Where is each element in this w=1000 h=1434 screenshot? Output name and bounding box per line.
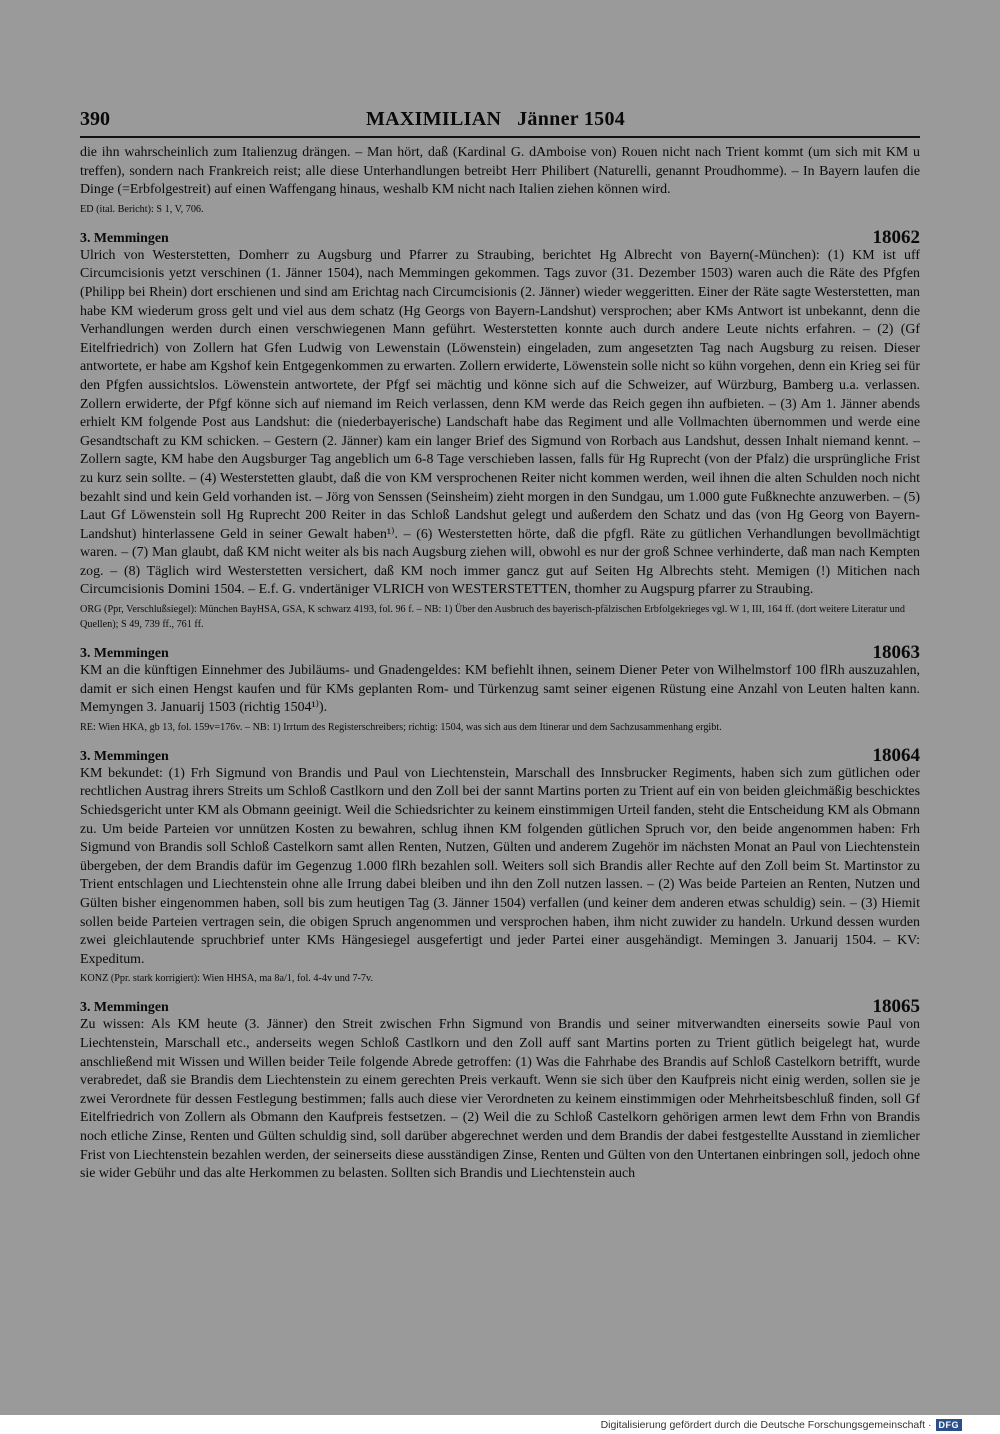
entry-number: 18062	[872, 226, 920, 248]
entry-number: 18065	[872, 996, 920, 1018]
entry-text: Ulrich von Westerstetten, Domherr zu Augsburg und Pfarrer zu Straubing, berichtet Hg Albrecht von Bayern(-München): (1) KM ist uff Circumcisionis yetzt verschinen (1. Jänner 1504), nach Memmingen gekommen. Tags zuvor (31. Dezember 1503) waren auch die Räte des Pfgfen (Philipp bei Rhein) dort erschienen und sind am Erichtag nach Circumcisionis (2. Jänner) wieder weggeritten. Einer der Räte sagte Westerstetten, man habe KM wiederum gross gelt und viel aus dem schatz (Hg Georgs von Bayern-Landshut) versprochen; aber KMs Antwort ist unbekannt, denn die Verhandlungen werden durch einen verschwiegenen Mann geführt. Westerstetten konnte auch durch andere Leute nichts erfahren. – (2) (Gf Eitelfriedrich) von Zollern hat Gfen Ludwig von Lewenstain (Löwenstein) eingeladen, zum angesetzten Tag nach Augsburg zu reisen. Dieser antwortete, er habe am Kgshof kein Entgegenkommen zu erwarten. Zollern erwiderte, Löwenstein solle nicht so kühn vorgehen, denn ein Krieg sei für den Pfgfen aussichtslos. Löwenstein antwortete, der Pfgf sei mächtig und könne sich auf die Schweizer, auf Würzburg, Bamberg u.a. verlassen. Zollern erwiderte, der Pfgf könne sich auf niemand im Reich verlassen, denn KM werde das Reich gegen ihn aufbieten. – (3) Am 1. Jänner abends erhielt KM folgende Post aus Landshut: die (niederbayerische) Landschaft habe das Regiment und alle Vollmachten übernommen und werde eine Gesandtschaft zu KM schicken. – Gestern (2. Jänner) kam ein langer Brief des Sigmund von Rorbach aus Landshut, dessen Inhalt niemand kennt. – Zollern sagte, KM habe den Augsburger Tag angeblich um 6-8 Tage verschieben lassen, falls für Hg Ruprecht (von der Pfalz) die ursprüngliche Frist zu kurz sein sollte. – (4) Westerstetten glaubt, daß die von KM versprochenen Reiter nicht kommen werden, weil ihnen die alten Schulden noch nicht bezahlt sind und kein Geld vorhanden ist. – Jörg von Senssen (Seinsheim) zieht morgen in den Sundgau, um 1.000 gute Fußknechte anzuwerben. – (5) Laut Gf Löwenstein soll Hg Ruprecht 200 Reiter in das Schloß Landshut gelegt und außerdem den Schatz und das (von Hg Georg von Bayern-Landshut) hinterlassene Geld in seiner Gewalt haben¹⁾. – (6) Westerstetten hörte, daß die pfgfl. Räte zu gütlichen Verhandlungen bevollmächtigt waren. – (7) Man glaubt, daß KM nicht weiter als bis nach Augsburg ziehen will, obwohl es nur der groß Schnee verhinderte, daß man nach Kempten zog. – (8) Täglich wird Westerstetten versichert, daß KM noch immer gancz gut auf Seiten Hg Albrechts steht. Memigen (!) Mitichen nach Circumcisionis Domini 1504. – E.f. G. vndertäniger VLRICH von WESTERSTETTEN, thomher zu Augspurg pfarrer zu Straubing.	[80, 247, 920, 598]
intro-paragraph: die ihn wahrscheinlich zum Italienzug drängen. – Man hört, daß (Kardinal G. dAmboise von) Rouen nicht nach Trient kommt (um sich mit KM u treffen), sondern nach Frankreich reist; alle diese Unterhandlungen betreibt Herr Philibert (Naturelli, genannt Proudhomme). – In Bayern laufen die Dinge (=Erbfolgestreit) auf einen Waffengang hinaus, weshalb KM nicht nach Italien ziehen können wird.	[80, 145, 920, 198]
dfg-logo: DFG	[936, 1419, 963, 1431]
entry-source: RE: Wien HKA, gb 13, fol. 159v=176v. – NB: 1) Irrtum des Registerschreibers; richtig: 1504, was sich aus dem Itinerar und dem Sachzusammenhang ergibt.	[80, 721, 722, 733]
entry-text: KM bekundet: (1) Frh Sigmund von Brandis und Paul von Liechtenstein, Marschall des Innsbrucker Regiments, haben sich zum gütlichen oder rechtlichen Austrag ihrers Streits um Schloß Castlkorn und den Zoll bei der sannt Martins porten zu Trient auf ein von beiden gleichmäßig beschicktes Schiedsgericht unter KM als Obmann geeinigt. Weil die Schiedsrichter zu keinem einstimmigen Urteil fanden, steht die Entscheidung KM als Obmann zu. Um beide Parteien vor unnützen Kosten zu bewahren, schlug ihnen KM folgenden gütlichen Spruch vor, den beide angenommen haben: Frh Sigmund von Brandis soll Schloß Castelkorn samt allen Renten, Nutzen, Gülten und anderem Zugehör im nächsten Monat an Paul von Liechtenstein übergeben, der dem Brandis dafür im Gegenzug 1.000 flRh bezahlen soll. Weiters soll sich Brandis aller Rechte auf den Zoll beim St. Martinstor zu Trient entschlagen und Liechtenstein ohne alle Irrung dabei bleiben und ihn den Zoll nutzen lassen. – (2) Was beide Parteien an Renten, Nutzen und Gülten bisher eingenommen haben, soll bis zum heutigen Tag (3. Jänner 1504) verfallen (und keiner dem anderen etwas schuldig) sein. – (3) Hiemit sollen beide Parteien vertragen sein, die obigen Spruch angenommen und versprochen haben, ihm nicht zuwider zu handeln. Urkund dessen wurden zwei gleichlautende spruchbrief unter KMs Hängesiegel ausgefertigt und jeder Partei einer ausgehändigt. Memingen 3. Januarij 1504. – KV: Expeditum.	[80, 765, 920, 967]
page-content	[80, 104, 920, 1184]
entry-source: KONZ (Ppr. stark korrigiert): Wien HHSA, ma 8a/1, fol. 4-4v und 7-7v.	[80, 973, 373, 985]
entry-text: Zu wissen: Als KM heute (3. Jänner) den Streit zwischen Frhn Sigmund von Brandis und seiner mitverwandten einerseits sowie Paul von Liechtenstein, Marschall etc., anderseits wegen Schloß Castlkorn und den Zoll auff sant Martins porten zu Trient gütlich beigelegt hat, wurde anschließend mit Wissen und Willen beider Teile folgende Abrede getroffen: (1) Was die Fahrhabe des Brandis auf Schloß Castelkorn betrifft, wurde verabredet, daß sie Brandis dem Liechtenstein zu einem gerechten Preis verkauft. Wenn sie sich über den Kaufpreis nicht einig werden, sollen sie je zwei Verordnete für dessen Festlegung bestimmen; falls auch diese vier Verordneten zu keinem einstimmigen oder Mehrheitsbeschluß finden, soll Gf Eitelfriedrich von Zollern als Obmann den Kaufpreis festsetzen. – (2) Weil die zu Schloß Castelkorn gehörigen armen lewt dem Frhn von Brandis noch etliche Zinse, Renten und Gülten schuldig sind, soll darüber abgerechnet werden und dem Brandis der dabei festgestellte Ausstand in ziemlicher Frist von Liechtenstein bezahlen werden, der seinerseits diese ausständigen Zinse, Renten und Gülten von den Untertanen einbringen soll, jedoch ohne sie wider Gebühr und das alte Herkommen zu belasten. Sollten sich Brandis und Liechtenstein auch	[80, 1017, 920, 1182]
entry-text: KM an die künftigen Einnehmer des Jubiläums- und Gnadengeldes: KM befiehlt ihnen, seinem Diener Peter von Wilhelmstorf 100 flRh auszuzahlen, damit er sich einen Hengst kaufen und für KMs geplanten Rom- und Türkenzug samt seiner eigenen Rüstung eine Anzahl von Leuten halten kann. Memyngen 3. Januarij 1503 (richtig 1504¹⁾).	[80, 663, 920, 716]
entry-place: 3. Memmingen	[80, 646, 169, 662]
entry-place: 3. Memmingen	[80, 1000, 169, 1016]
entry-header	[80, 996, 920, 1016]
page-number: 390	[80, 108, 110, 130]
entry-18063	[80, 642, 920, 735]
entry-18062	[80, 227, 920, 632]
entry-header	[80, 227, 920, 247]
entry-number: 18063	[872, 642, 920, 664]
intro-block	[80, 144, 920, 217]
entry-number: 18064	[872, 744, 920, 766]
entry-18065	[80, 996, 920, 1183]
entry-header	[80, 642, 920, 662]
entry-header	[80, 745, 920, 765]
intro-source: ED (ital. Bericht): S 1, V, 706.	[80, 203, 204, 215]
running-header	[80, 104, 920, 138]
digitization-footer	[601, 1419, 962, 1431]
footer-text: Digitalisierung gefördert durch die Deutsche Forschungsgemeinschaft ·	[600, 1419, 932, 1431]
entry-place: 3. Memmingen	[80, 230, 169, 246]
header-title: MAXIMILIAN Jänner 1504	[366, 108, 626, 130]
entry-18064	[80, 745, 920, 987]
entry-source: ORG (Ppr, Verschlußsiegel): München BayHSA, GSA, K schwarz 4193, fol. 96 f. – NB: 1) Über den Ausbruch des bayerisch-pfälzischen Erbfolgekrieges vgl. W 1, III, 164 ff. (dort weitere Literatur und Quellen); S 49, 739 ff., 761 ff.	[80, 604, 905, 631]
entry-place: 3. Memmingen	[80, 748, 169, 764]
